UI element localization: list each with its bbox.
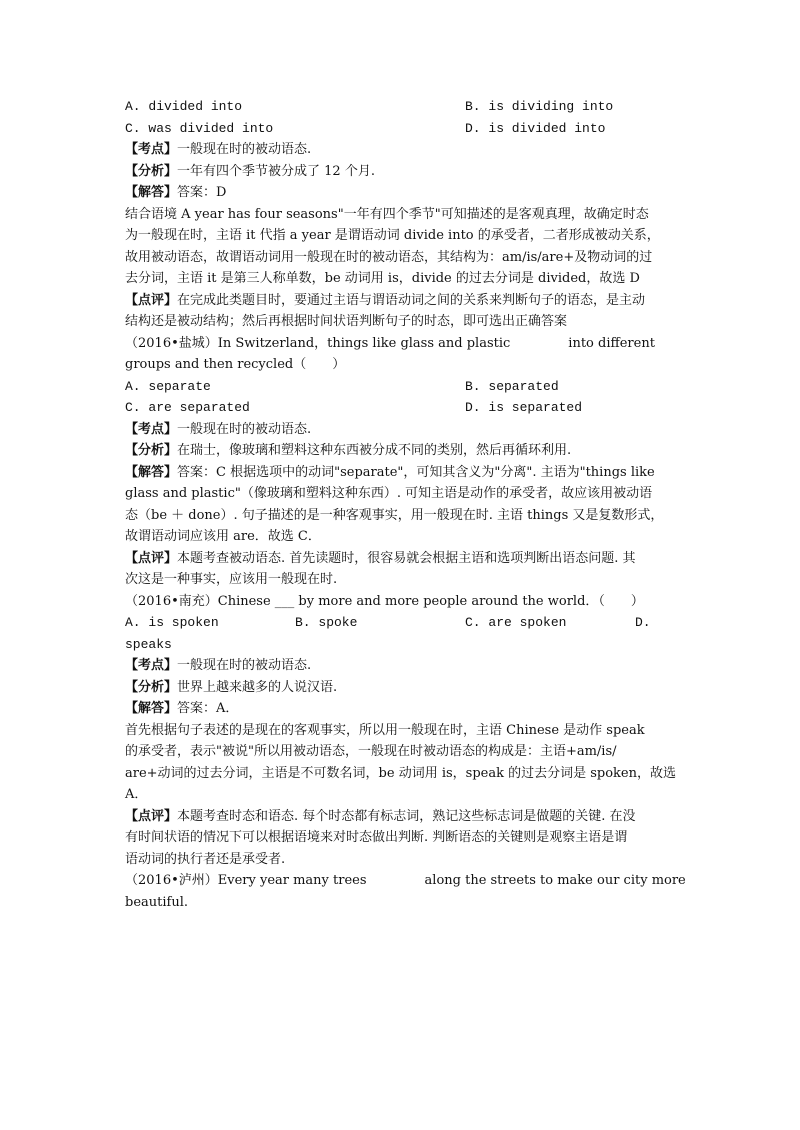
dianping-tag: 【点评】: [125, 550, 178, 566]
q2-options-row-2: [125, 397, 685, 419]
dianping-tag: 【点评】: [125, 292, 178, 308]
q3-option-d: D.: [635, 615, 651, 630]
q1-explain-line: 结合语境 A year has four seasons"一年有四个季节"可知描述的是客观真理，故确定时态: [125, 206, 649, 222]
q3-fenxi: [125, 677, 685, 699]
kaodian-text: 一般现在时的被动语态.: [177, 658, 312, 673]
q3-explain-line: 的承受者，表示"被说"所以用被动语态，一般现在时被动语态的构成是：主语+am/is/: [125, 744, 617, 759]
dianping-text: 在完成此类题目时，要通过主语与谓语动词之间的关系来判断句子的语态，是主动: [177, 292, 646, 308]
jieda-tag: 【解答】: [125, 185, 178, 200]
q1-options-row-2: [125, 118, 685, 140]
q2-option-d: D. is separated: [465, 400, 583, 415]
fenxi-tag: 【分析】: [125, 443, 178, 458]
q2-jieda-line: 态（be ＋ done）. 句子描述的是一种客观事实，用一般现在时. 主语 things 又是复数形式，: [125, 507, 664, 523]
q2-stem-line-2: groups and then recycled（ ）: [125, 357, 346, 372]
q3-explain-line: are+动词的过去分词，主语是不可数名词，be 动词用 is，speak 的过去分词是 spoken，故选: [125, 765, 677, 781]
q2-stem-end: into different: [568, 335, 655, 351]
fenxi-tag: 【分析】: [125, 679, 178, 695]
jieda-text: 答案：A．: [177, 701, 239, 716]
q3-dianping-line: 语动词的执行者还是承受者.: [125, 851, 286, 867]
q3-option-c: C. are spoken: [465, 615, 567, 630]
fenxi-text: 一年有四个季节被分成了 12 个月.: [177, 163, 375, 179]
kaodian-text: 一般现在时的被动语态.: [177, 142, 312, 157]
q1-option-b: B. is dividing into: [465, 99, 614, 114]
jieda-tag: 【解答】: [125, 701, 178, 716]
q2-option-a: A. separate: [125, 378, 211, 394]
q3-option-a: A. is spoken: [125, 615, 219, 630]
kaodian-tag: 【考点】: [125, 421, 178, 437]
q4-stem-start: （2016•泸州）Every year many trees: [125, 873, 367, 888]
kaodian-tag: 【考点】: [125, 142, 178, 157]
q1-explain-line: 去分词，主语 it 是第三人称单数，be 动词用 is，divide 的过去分词是 divided，故选 D: [125, 271, 640, 286]
q2-option-c: C. are separated: [125, 400, 250, 415]
q3-options-row: [125, 612, 685, 634]
q1-fenxi: [125, 161, 685, 183]
dianping-text: 本题考查被动语态. 首先读题时，很容易就会根据主语和选项判断出语态问题. 其: [177, 550, 636, 566]
q2-dianping: [125, 548, 685, 570]
q4-stem: [125, 870, 685, 892]
q1-option-d: D. is divided into: [465, 120, 606, 136]
kaodian-text: 一般现在时的被动语态.: [177, 421, 312, 437]
jieda-text: 答案：C 根据选项中的动词"separate"，可知其含义为"分离". 主语为"things like: [177, 464, 655, 480]
q4-stem-end: along the streets to make our city more: [424, 873, 686, 888]
q3-stem: （2016•南充）Chinese ___ by more and more people around the world．（ ）: [125, 593, 644, 609]
q3-jieda: [125, 698, 685, 720]
q3-option-b: B. spoke: [295, 615, 358, 630]
q2-stem: [125, 333, 685, 355]
q3-explain-line: 首先根据句子表述的是现在的客观事实，所以用一般现在时，主语 Chinese 是动作 speak: [125, 722, 645, 738]
q2-options-row-1: [125, 376, 685, 398]
q1-jieda: [125, 182, 685, 204]
q2-option-b: B. separated: [465, 378, 559, 394]
jieda-tag: 【解答】: [125, 464, 178, 480]
q2-stem-start: （2016•盐城）In Switzerland，things like glass and plastic: [125, 335, 511, 351]
q1-explain-line: 故用被动语态，故谓语动词用一般现在时的被动语态，其结构为：am/is/are+及物动词的过: [125, 249, 653, 265]
fenxi-text: 世界上越来越多的人说汉语.: [177, 679, 338, 695]
q4-stem-line-2: beautiful.: [125, 894, 188, 910]
dianping-text: 本题考查时态和语态. 每个时态都有标志词，熟记这些标志词是做题的关键. 在没: [177, 808, 636, 824]
q2-jieda: [125, 462, 685, 484]
q1-options-row-1: [125, 96, 685, 118]
q3-kaodian: [125, 655, 685, 677]
fenxi-tag: 【分析】: [125, 163, 178, 179]
document-page: [125, 96, 685, 913]
q3-dianping: [125, 806, 685, 828]
q1-explain-line: 为一般现在时，主语 it 代指 a year 是谓语动词 divide into 的承受者，二者形成被动关系，: [125, 228, 660, 243]
q2-kaodian: [125, 419, 685, 441]
q1-dianping: [125, 290, 685, 312]
q3-option-d-wrap: speaks: [125, 636, 172, 652]
q2-jieda-line: glass and plastic"（像玻璃和塑料这种东西）. 可知主语是动作的承受者，故应该用被动语: [125, 486, 653, 501]
dianping-tag: 【点评】: [125, 808, 178, 824]
q1-dianping-line: 结构还是被动结构；然后再根据时间状语判断句子的时态，即可选出正确答案: [125, 314, 568, 329]
q2-jieda-line: 故谓语动词应该用 are．故选 C．: [125, 529, 321, 544]
q3-dianping-line: 有时间状语的情况下可以根据语境来对时态做出判断. 判断语态的关键则是观察主语是谓: [125, 830, 628, 845]
q2-dianping-line: 次这是一种事实，应该用一般现在时.: [125, 572, 338, 587]
q2-fenxi: [125, 440, 685, 462]
q3-explain-line: A．: [125, 787, 148, 802]
kaodian-tag: 【考点】: [125, 658, 178, 673]
q1-option-a: A. divided into: [125, 99, 243, 114]
q1-option-c: C. was divided into: [125, 120, 274, 136]
jieda-text: 答案：D: [177, 185, 227, 200]
q1-kaodian: [125, 139, 685, 161]
fenxi-text: 在瑞士，像玻璃和塑料这种东西被分成不同的类别，然后再循环利用.: [177, 443, 572, 458]
